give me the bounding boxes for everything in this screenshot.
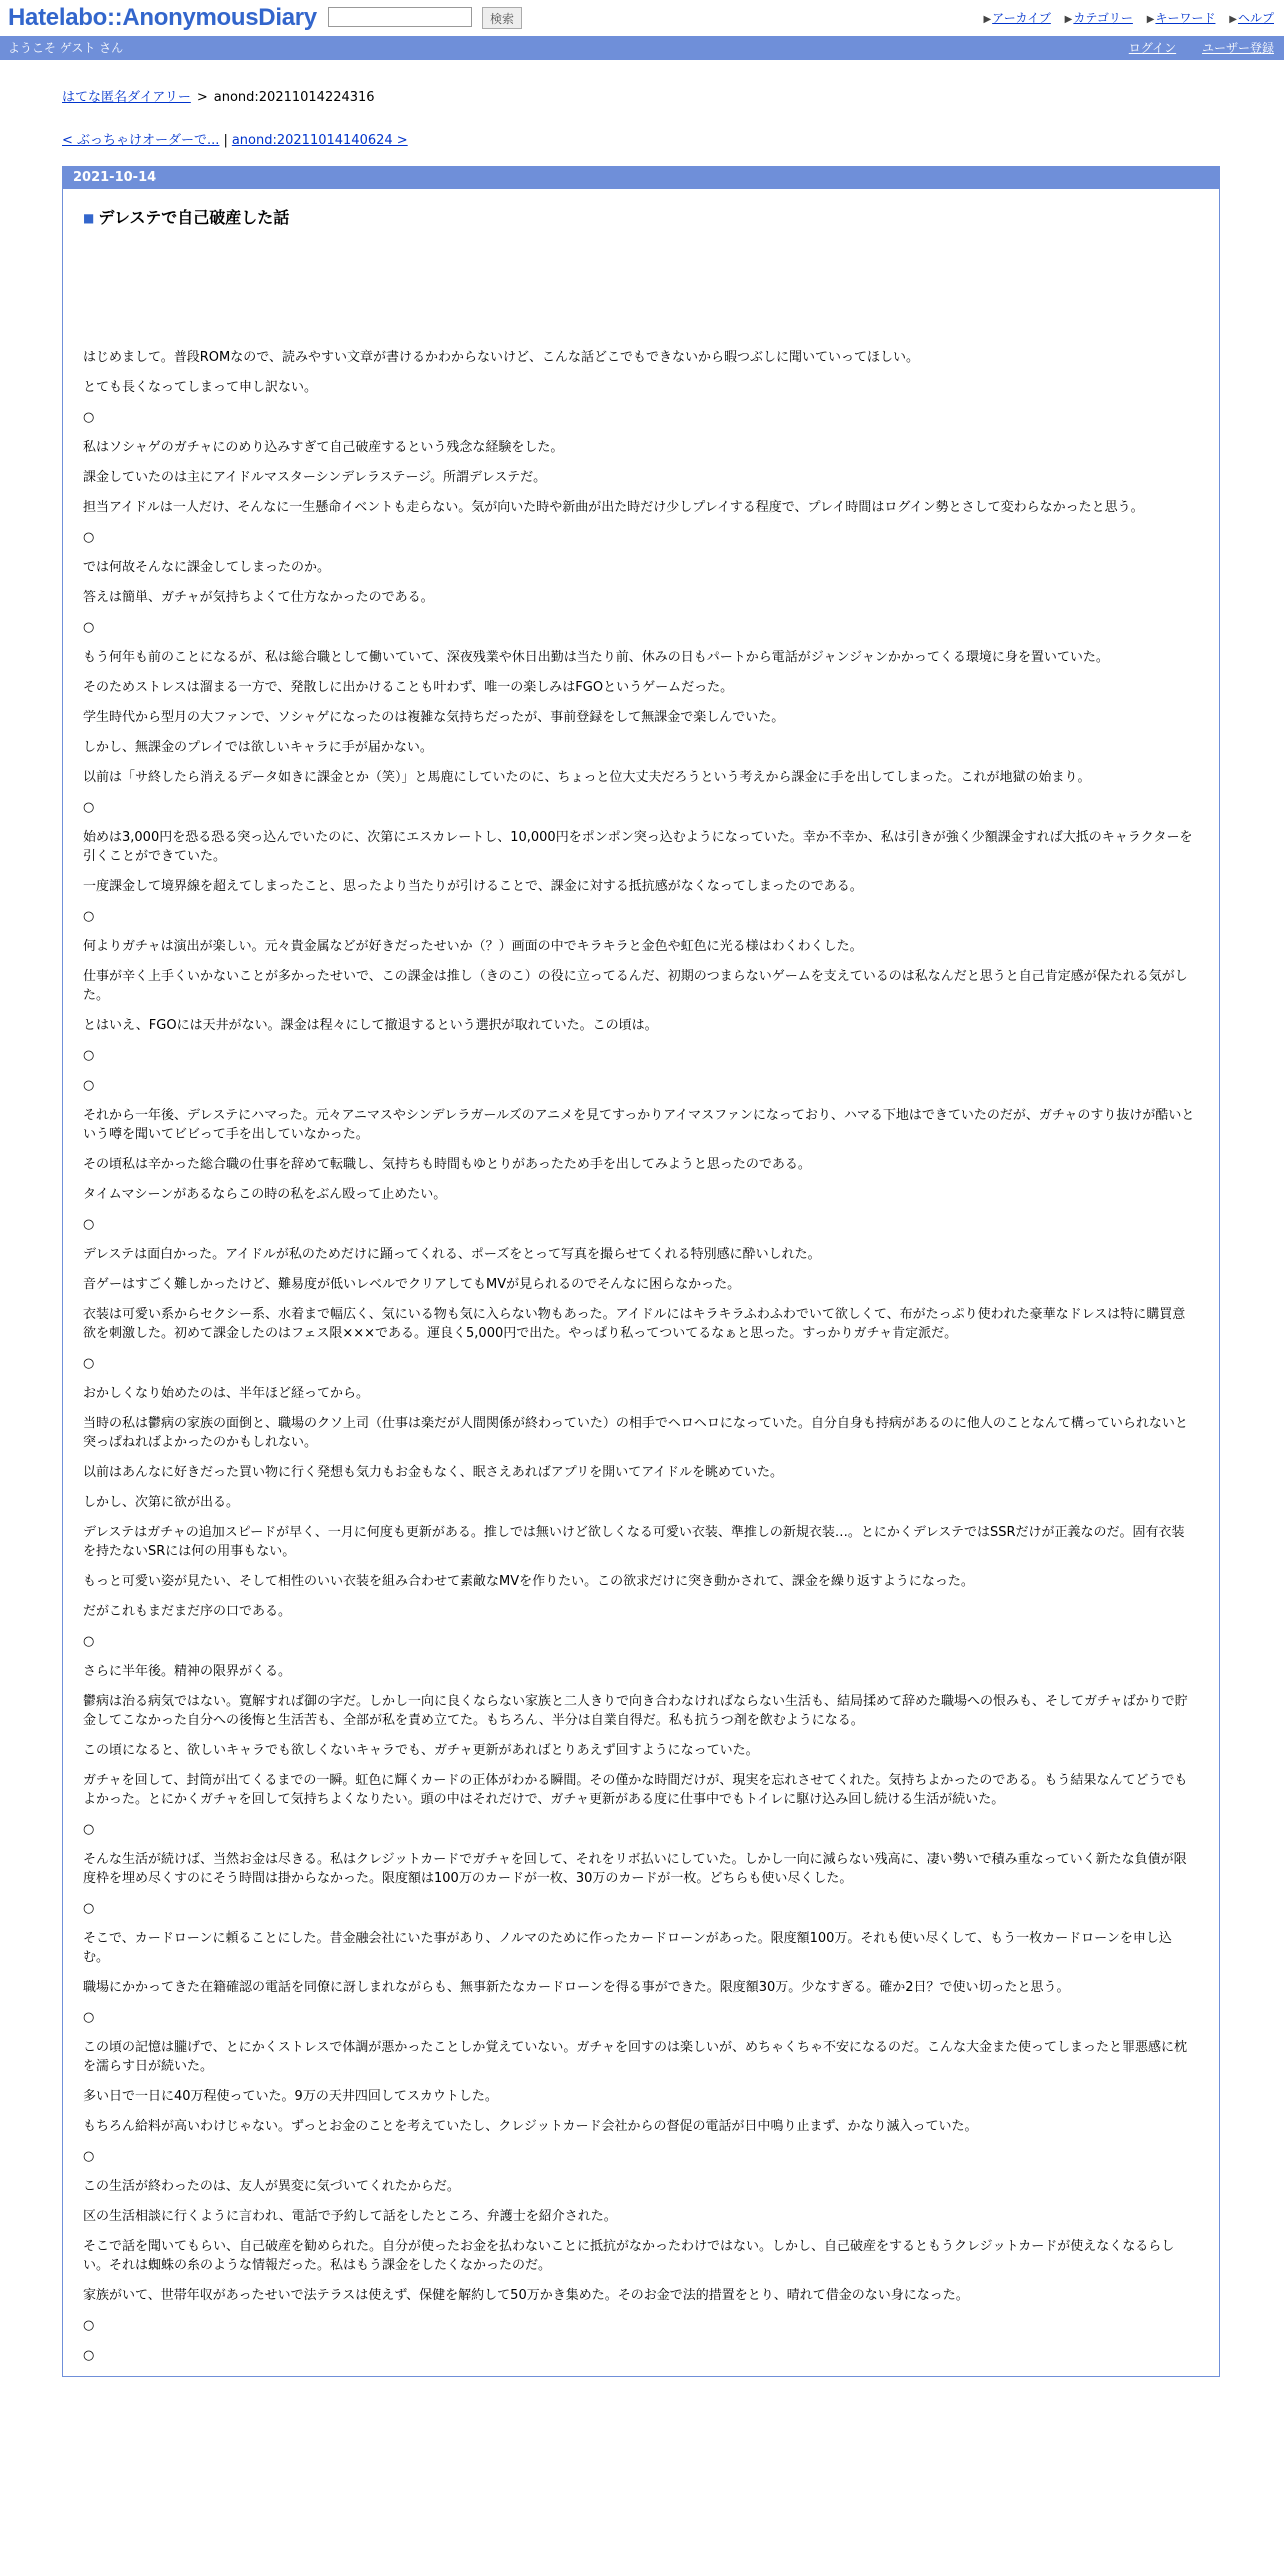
nav-link-keyword[interactable]: キーワード <box>1155 11 1216 25</box>
section-divider: ○ <box>83 410 95 425</box>
paragraph: そのためストレスは溜まる一方で、発散しに出かけることも叶わず、唯一の楽しみはFGOというゲームだった。 <box>83 680 734 695</box>
pager <box>62 129 1220 148</box>
section-divider: ○ <box>83 1822 95 1837</box>
entry-title <box>83 205 1197 228</box>
paragraph: 音ゲーはすごく難しかったけど、難易度が低いレベルでクリアしてもMVが見られるのでそんなに困らなかった。 <box>83 1277 741 1292</box>
section-divider: ○ <box>83 1048 95 1063</box>
nav-item-archive <box>983 11 1050 25</box>
arrow-icon: ▶ <box>1064 14 1073 25</box>
entry-text <box>83 348 1197 2365</box>
paragraph: 何よりガチャは演出が楽しい。元々貴金属などが好きだったせいか（？）画面の中でキラキラと金色や虹色に光る様はわくわくした。 <box>83 939 863 954</box>
paragraph: 仕事が辛く上手くいかないことが多かったせいで、この課金は推し（きのこ）の役に立ってるんだ、初期のつまらないゲームを支えているのは私なんだと思うと自己肯定感が保たれる気がした。 <box>83 969 1188 1003</box>
paragraph: さらに半年後。精神の限界がくる。 <box>83 1664 292 1679</box>
paragraph: 衣装は可愛い系からセクシー系、水着まで幅広く、気にいる物も気に入らない物もあった。アイドルにはキラキラふわふわでいて欲しくて、布がたっぷり使われた豪華なドレスは特に購買意欲を刺激した。初めて課金したのはフェス限×××である。運良く5,000円で出た。やっぱり私ってついてるなぁと思った。すっかりガチャ肯定派だ。 <box>83 1307 1186 1341</box>
arrow-icon: ▶ <box>1146 14 1155 25</box>
paragraph: デレステはガチャの追加スピードが早く、一月に何度も更新がある。推しでは無いけど欲しくなる可愛い衣装、準推しの新規衣装…。とにかくデレステではSSRだけが正義なのだ。固有衣装を持たないSRには何の用事もない。 <box>83 1525 1185 1559</box>
paragraph: そんな生活が続けば、当然お金は尽きる。私はクレジットカードでガチャを回して、それをリボ払いにしていた。しかし一向に減らない残高に、凄い勢いで積み重なっていく新たな負債が限度枠を埋め尽くすのにそう時間は掛からなかった。限度額は100万のカードが一枚、30万のカードが一枚。どちらも使い尽くした。 <box>83 1852 1187 1886</box>
section-divider: ○ <box>83 2149 95 2164</box>
breadcrumb-root-link[interactable]: はてな匿名ダイアリー <box>62 90 191 105</box>
paragraph: おかしくなり始めたのは、半年ほど経ってから。 <box>83 1386 370 1401</box>
section-divider: ○ <box>83 2318 95 2333</box>
entry-permalink-icon[interactable]: ■ <box>83 211 95 225</box>
section-divider: ○ <box>83 2010 95 2025</box>
day-section <box>62 166 1220 2377</box>
paragraph: 職場にかかってきた在籍確認の電話を同僚に訝しまれながらも、無事新たなカードローンを得る事ができた。限度額30万。少なすぎる。確か2日？で使い切ったと思う。 <box>83 1980 1070 1995</box>
login-link[interactable]: ログイン <box>1128 41 1177 55</box>
paragraph: デレステは面白かった。アイドルが私のためだけに踊ってくれる、ポーズをとって写真を撮らせてくれる特別感に酔いしれた。 <box>83 1247 821 1262</box>
section-divider: ○ <box>83 620 95 635</box>
section-divider: ○ <box>83 530 95 545</box>
top-nav <box>973 9 1274 26</box>
paragraph: 担当アイドルは一人だけ、そんなに一生懸命イベントも走らない。気が向いた時や新曲が出た時だけ少しプレイする程度で、プレイ時間はログイン勢とさして変わらなかったと思う。 <box>83 500 1144 515</box>
nav-link-help[interactable]: ヘルプ <box>1237 11 1274 25</box>
entry-title-text: デレステで自己破産した話 <box>98 208 290 227</box>
entry-date: 2021-10-14 <box>63 167 1219 189</box>
next-entry-link[interactable]: anond:20211014140624 > <box>231 133 408 148</box>
nav-link-category[interactable]: カテゴリー <box>1073 11 1133 25</box>
paragraph: とても長くなってしまって申し訳ない。 <box>83 380 318 395</box>
paragraph: それから一年後、デレステにハマった。元々アニマスやシンデレラガールズのアニメを見てすっかりアイマスファンになっており、ハマる下地はできていたのだが、ガチャのすり抜けが酷いという噂を聞いてビビって手を出していなかった。 <box>83 1108 1195 1142</box>
nav-item-keyword <box>1147 11 1216 25</box>
arrow-icon: ▶ <box>1229 14 1237 25</box>
entry-body <box>63 189 1219 2365</box>
nav-item-category <box>1065 11 1133 25</box>
pager-separator: | <box>223 133 228 148</box>
paragraph: 以前は「サ終したら消えるデータ如きに課金とか（笑）」と馬鹿にしていたのに、ちょっと位大丈夫だろうという考えから課金に手を出してしまった。これが地獄の始まり。 <box>83 770 1091 785</box>
paragraph: そこで、カードローンに頼ることにした。昔金融会社にいた事があり、ノルマのために作ったカードローンがあった。限度額100万。それも使い尽くして、もう一枚カードローンを申し込む。 <box>83 1931 1172 1965</box>
paragraph: 学生時代から型月の大ファンで、ソシャゲになったのは複雑な気持ちだったが、事前登録をして無課金で楽しんでいた。 <box>83 710 785 725</box>
paragraph: もっと可愛い姿が見たい、そして相性のいい衣装を組み合わせて素敵なMVを作りたい。この欲求だけに突き動かされて、課金を繰り返すようになった。 <box>83 1574 974 1589</box>
section-divider: ○ <box>83 800 95 815</box>
paragraph: タイムマシーンがあるならこの時の私をぶん殴って止めたい。 <box>83 1187 447 1202</box>
paragraph: 多い日で一日に40万程使っていた。9万の天井四回してスカウトした。 <box>83 2089 498 2104</box>
user-bar <box>0 36 1284 60</box>
nav-link-archive[interactable]: アーカイブ <box>992 11 1051 25</box>
site-logo[interactable]: Hatelabo::AnonymousDiary <box>8 4 317 31</box>
paragraph: 区の生活相談に行くように言われ、電話で予約して話をしたところ、弁護士を紹介された。 <box>83 2209 617 2224</box>
paragraph: もちろん給料が高いわけじゃない。ずっとお金のことを考えていたし、クレジットカード会社からの督促の電話が日中鳴り止まず、かなり滅入っていた。 <box>83 2119 978 2134</box>
section-divider: ○ <box>83 909 95 924</box>
paragraph: はじめまして。普段ROMなので、読みやすい文章が書けるかわからないけど、こんな話どこでもできないから暇つぶしに聞いていってほしい。 <box>83 350 919 365</box>
paragraph: とはいえ、FGOには天井がない。課金は程々にして撤退するという選択が取れていた。この頃は。 <box>83 1018 658 1033</box>
paragraph: その頃私は辛かった総合職の仕事を辞めて転職し、気持ちも時間もゆとりがあったため手を出してみようと思ったのである。 <box>83 1157 811 1172</box>
paragraph: 答えは簡単、ガチャが気持ちよくて仕方なかったのである。 <box>83 590 434 605</box>
section-divider: ○ <box>83 1901 95 1916</box>
section-divider: ○ <box>83 2348 95 2363</box>
paragraph: しかし、次第に欲が出る。 <box>83 1495 240 1510</box>
paragraph: 当時の私は鬱病の家族の面倒と、職場のクソ上司（仕事は楽だが人間関係が終わっていた）の相手でヘロヘロになっていた。自分自身も持病があるのに他人のことなんて構っていられないと突っぱねればよかったのかもしれない。 <box>83 1416 1188 1450</box>
paragraph: 始めは3,000円を恐る恐る突っ込んでいたのに、次第にエスカレートし、10,000円をポンポン突っ込むようになっていた。幸か不幸か、私は引きが強く少額課金すれば大抵のキャラクターを引くことができていた。 <box>83 830 1193 864</box>
paragraph: 鬱病は治る病気ではない。寛解すれば御の字だ。しかし一向に良くならない家族と二人きりで向き合わなければならない生活も、結局揉めて辞めた職場への恨みも、そしてガチャばかりで貯金してこなかった自分への後悔と生活苦も、全部が私を責め立てた。もちろん、半分は自業自得だ。私も抗うつ剤を飲むようになる。 <box>83 1694 1188 1728</box>
paragraph: しかし、無課金のプレイでは欲しいキャラに手が届かない。 <box>83 740 433 755</box>
register-link[interactable]: ユーザー登録 <box>1201 41 1274 55</box>
paragraph: そこで話を聞いてもらい、自己破産を勧められた。自分が使ったお金を払わないことに抵抗がなかったわけではない。しかし、自己破産をするともうクレジットカードが使えなくなるらしい。それは蜘蛛の糸のような情報だった。私はもう課金をしたくなかったのだ。 <box>83 2239 1175 2273</box>
main-content <box>62 60 1220 2377</box>
paragraph: だがこれもまだまだ序の口である。 <box>83 1604 292 1619</box>
welcome-text: ようこそ ゲスト さん <box>8 41 124 55</box>
paragraph: もう何年も前のことになるが、私は総合職として働いていて、深夜残業や休日出勤は当たり前、休みの日もパートから電話がジャンジャンかかってくる環境に身を置いていた。 <box>83 650 1109 665</box>
search-input[interactable] <box>328 7 472 27</box>
paragraph: 私はソシャゲのガチャにのめり込みすぎて自己破産するという残念な経験をした。 <box>83 440 564 455</box>
paragraph: この頃になると、欲しいキャラでも欲しくないキャラでも、ガチャ更新があればとりあえず回すようになっていた。 <box>83 1743 759 1758</box>
prev-entry-link[interactable]: < ぶっちゃけオーダーで... <box>62 133 220 148</box>
arrow-icon: ▶ <box>983 14 992 25</box>
search-button[interactable]: 検索 <box>482 7 522 29</box>
paragraph: ガチャを回して、封筒が出てくるまでの一瞬。虹色に輝くカードの正体がわかる瞬間。その僅かな時間だけが、現実を忘れさせてくれた。気持ちよかったのである。もう結果なんてどうでもよかった。とにかくガチャを回して気持ちよくなりたい。頭の中はそれだけで、ガチャ更新がある度に仕事中でもトイレに駆け込み回し続ける生活が続いた。 <box>83 1773 1188 1807</box>
paragraph: 一度課金して境界線を超えてしまったこと、思ったより当たりが引けることで、課金に対する抵抗感がなくなってしまったのである。 <box>83 879 863 894</box>
section-divider: ○ <box>83 1356 95 1371</box>
breadcrumb-current: anond:20211014224316 <box>213 90 375 105</box>
site-header <box>0 0 1284 36</box>
paragraph: この生活が終わったのは、友人が異変に気づいてくれたからだ。 <box>83 2179 460 2194</box>
breadcrumb <box>62 86 1220 105</box>
paragraph: 以前はあんなに好きだった買い物に行く発想も気力もお金もなく、眠さえあればアプリを開いてアイドルを眺めていた。 <box>83 1465 784 1480</box>
paragraph: では何故そんなに課金してしまったのか。 <box>83 560 331 575</box>
nav-item-help <box>1229 11 1274 25</box>
breadcrumb-separator: > <box>196 90 208 105</box>
section-divider: ○ <box>83 1634 95 1649</box>
section-divider: ○ <box>83 1078 95 1093</box>
paragraph: この頃の記憶は朧げで、とにかくストレスで体調が悪かったことしか覚えていない。ガチャを回すのは楽しいが、めちゃくちゃ不安になるのだ。こんな大金また使ってしまったと罪悪感に枕を濡らす日が続いた。 <box>83 2040 1187 2074</box>
account-links <box>1107 36 1274 60</box>
paragraph: 家族がいて、世帯年収があったせいで法テラスは使えず、保健を解約して50万かき集めた。そのお金で法的措置をとり、晴れて借金のない身になった。 <box>83 2288 969 2303</box>
paragraph: 課金していたのは主にアイドルマスターシンデレラステージ。所謂デレステだ。 <box>83 470 547 485</box>
section-divider: ○ <box>83 1217 95 1232</box>
